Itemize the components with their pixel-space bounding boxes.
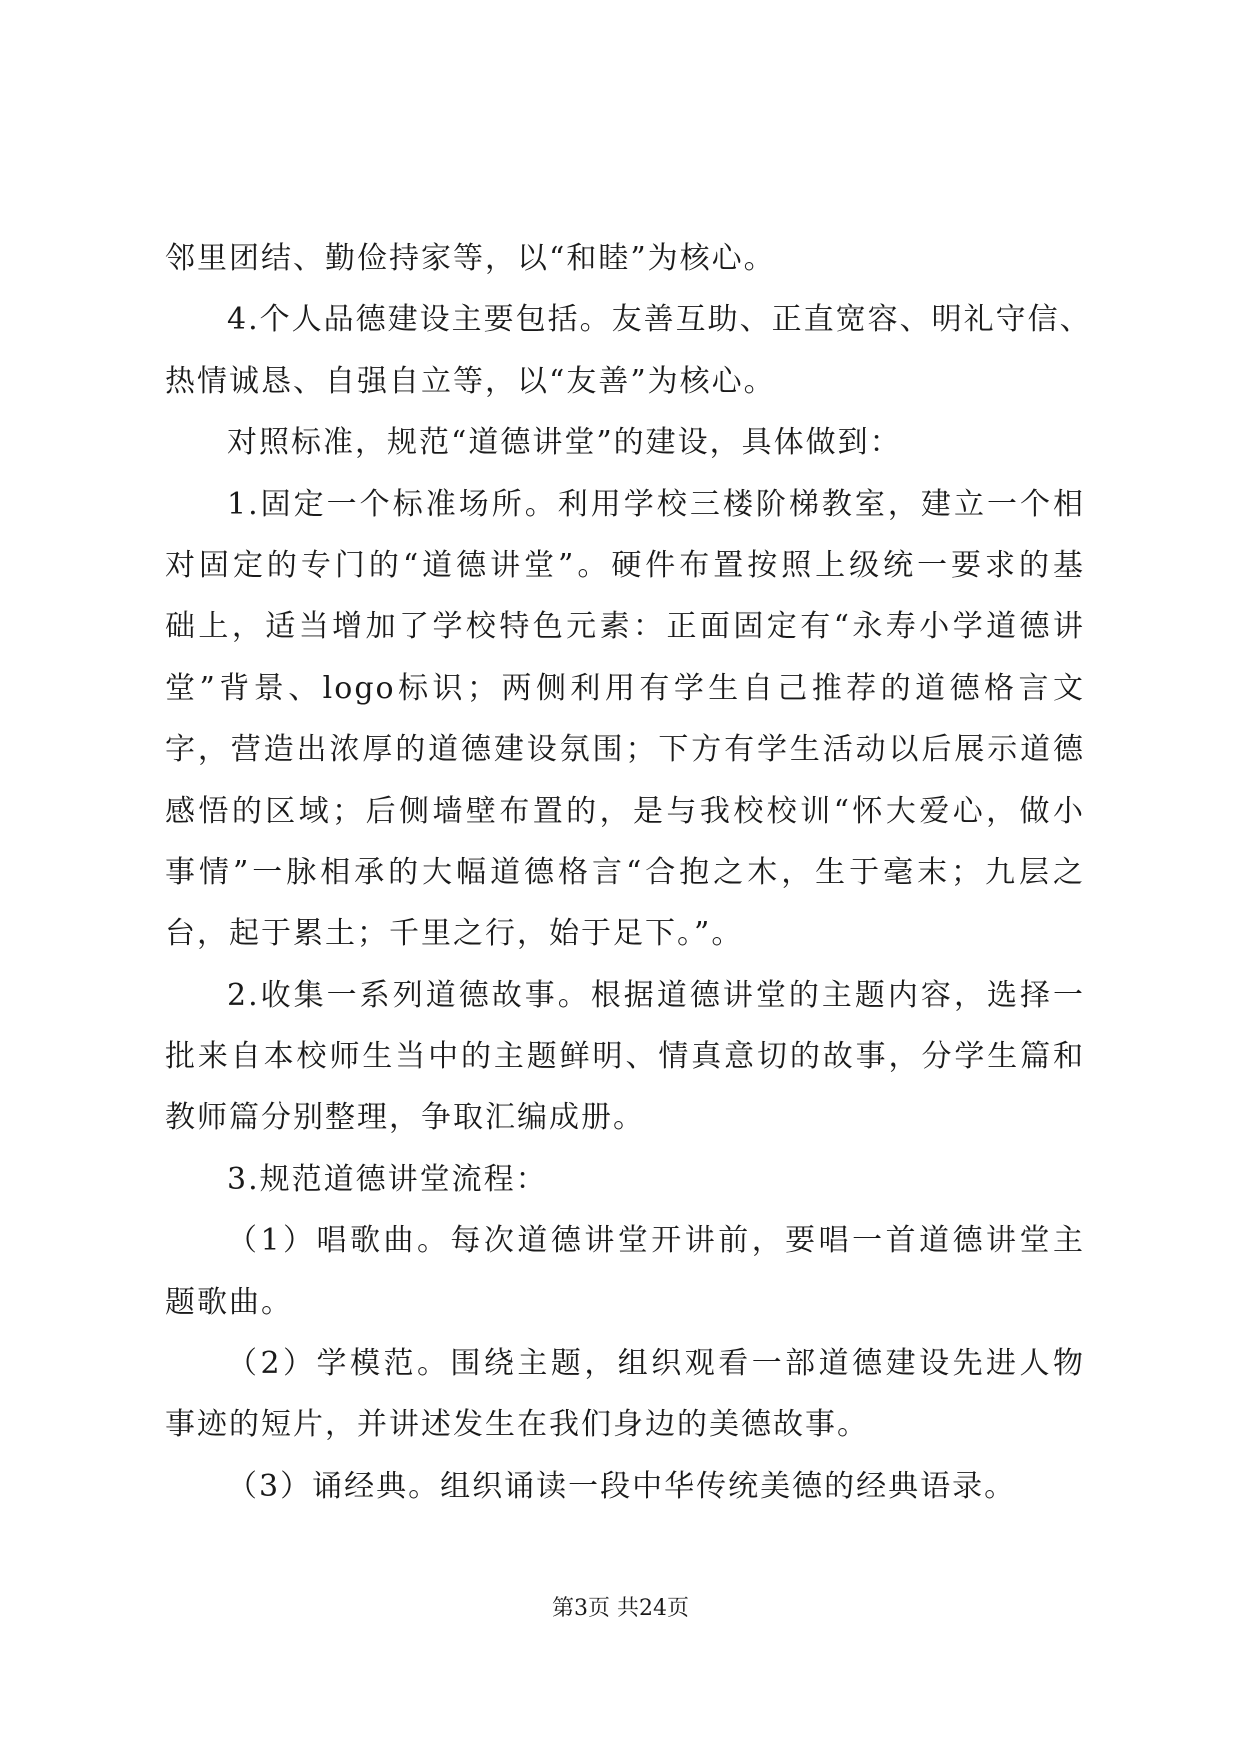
- text-line: （1）唱歌曲。每次道德讲堂开讲前，要唱一首道德讲堂主: [227, 1223, 1085, 1259]
- document-body: [165, 228, 1092, 1517]
- text-line: 台，起于累土；千里之行，始于足下。”。: [165, 916, 744, 952]
- text-line: 教师篇分别整理，争取汇编成册。: [165, 1100, 645, 1136]
- text-line: 3.规范道德讲堂流程：: [227, 1161, 548, 1197]
- text-line: 2.收集一系列道德故事。根据道德讲堂的主题内容，选择一: [227, 977, 1085, 1013]
- text-line: 础上，适当增加了学校特色元素：正面固定有“永寿小学道德讲: [165, 609, 1085, 645]
- text-line: 对固定的专门的“道德讲堂”。硬件布置按照上级统一要求的基: [165, 547, 1085, 583]
- text-line: 邻里团结、勤俭持家等，以“和睦”为核心。: [165, 241, 776, 276]
- text-line: 对照标准，规范“道德讲堂”的建设，具体做到：: [227, 425, 902, 461]
- text-line: 事迹的短片，并讲述发生在我们身边的美德故事。: [165, 1407, 869, 1443]
- text-line: 批来自本校师生当中的主题鲜明、情真意切的故事，分学生篇和: [165, 1039, 1085, 1075]
- text-line: 4.个人品德建设主要包括。友善互助、正直宽容、明礼守信、: [227, 302, 1092, 338]
- text-line: 堂”背景、logo标识；两侧利用有学生自己推荐的道德格言文: [165, 670, 1085, 706]
- text-line: （3）诵经典。组织诵读一段中华传统美德的经典语录。: [227, 1468, 1017, 1504]
- text-line: 题歌曲。: [165, 1284, 293, 1320]
- text-line: 热情诚恳、自强自立等，以“友善”为核心。: [165, 363, 776, 399]
- text-line: 感悟的区域；后侧墙壁布置的，是与我校校训“怀大爱心，做小: [165, 793, 1085, 829]
- page-number-footer: 第3页 共24页: [552, 1596, 689, 1621]
- text-line: 1.固定一个标准场所。利用学校三楼阶梯教室，建立一个相: [227, 486, 1085, 522]
- text-line: （2）学模范。围绕主题，组织观看一部道德建设先进人物: [227, 1346, 1085, 1382]
- text-line: 事情”一脉相承的大幅道德格言“合抱之木，生于毫末；九层之: [165, 854, 1085, 890]
- text-line: 字，营造出浓厚的道德建设氛围；下方有学生活动以后展示道德: [165, 732, 1085, 768]
